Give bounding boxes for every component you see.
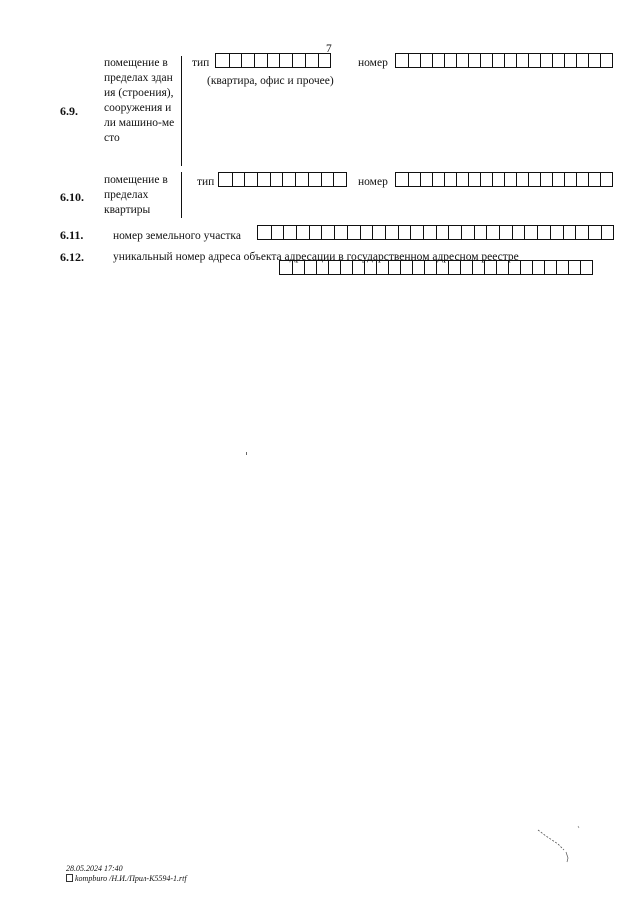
input-cell[interactable]: [292, 54, 305, 67]
document-icon: [66, 874, 73, 882]
row-6-10-number: 6.10.: [60, 190, 84, 204]
input-cell[interactable]: [308, 173, 321, 186]
input-cell[interactable]: [460, 261, 472, 274]
input-cell[interactable]: [552, 173, 564, 186]
input-cell[interactable]: [524, 226, 537, 239]
input-cell[interactable]: [600, 173, 612, 186]
input-cell[interactable]: [444, 54, 456, 67]
input-cell[interactable]: [352, 261, 364, 274]
input-cell[interactable]: [347, 226, 360, 239]
input-cell[interactable]: [279, 54, 292, 67]
input-cell[interactable]: [321, 226, 334, 239]
row-6-12-cells[interactable]: [279, 260, 593, 275]
footer-file: [66, 874, 187, 884]
input-cell[interactable]: [588, 226, 601, 239]
row-6-12-label: уникальный номер адреса объекта адресации в государственном адресном реестре: [113, 251, 519, 263]
input-cell[interactable]: [420, 54, 432, 67]
input-cell[interactable]: [496, 261, 508, 274]
input-cell[interactable]: [576, 54, 588, 67]
input-cell[interactable]: [328, 261, 340, 274]
scan-speck: [246, 452, 247, 455]
input-cell[interactable]: [232, 173, 245, 186]
row-6-10-type-label: тип: [197, 176, 215, 188]
input-cell[interactable]: [304, 261, 316, 274]
input-cell[interactable]: [436, 261, 448, 274]
input-cell[interactable]: [504, 173, 516, 186]
input-cell[interactable]: [271, 226, 284, 239]
input-cell[interactable]: [292, 261, 304, 274]
input-cell[interactable]: [468, 173, 480, 186]
input-cell[interactable]: [258, 226, 271, 239]
input-cell[interactable]: [563, 226, 576, 239]
input-cell[interactable]: [280, 261, 292, 274]
input-cell[interactable]: [257, 173, 270, 186]
input-cell[interactable]: [516, 54, 528, 67]
input-cell[interactable]: [456, 54, 468, 67]
row-6-9-number-cells[interactable]: [395, 53, 613, 68]
row-6-9-type-label: тип: [192, 57, 210, 69]
input-cell[interactable]: [456, 173, 468, 186]
input-cell[interactable]: [474, 226, 487, 239]
input-cell[interactable]: [580, 261, 592, 274]
input-cell[interactable]: [448, 261, 460, 274]
input-cell[interactable]: [385, 226, 398, 239]
input-cell[interactable]: [340, 261, 352, 274]
input-cell[interactable]: [423, 226, 436, 239]
input-cell[interactable]: [295, 173, 308, 186]
input-cell[interactable]: [267, 54, 280, 67]
input-cell[interactable]: [492, 54, 504, 67]
input-cell[interactable]: [410, 226, 423, 239]
input-cell[interactable]: [364, 261, 376, 274]
input-cell[interactable]: [516, 173, 528, 186]
row-6-9-number: 6.9.: [60, 104, 78, 118]
input-cell[interactable]: [480, 54, 492, 67]
input-cell[interactable]: [528, 173, 540, 186]
row-6-11-number: 6.11.: [60, 228, 84, 242]
input-cell[interactable]: [424, 261, 436, 274]
input-cell[interactable]: [588, 173, 600, 186]
input-cell[interactable]: [229, 54, 242, 67]
input-cell[interactable]: [556, 261, 568, 274]
row-6-9-type-hint: (квартира, офис и прочее): [207, 75, 334, 87]
input-cell[interactable]: [472, 261, 484, 274]
input-cell[interactable]: [388, 261, 400, 274]
input-cell[interactable]: [508, 261, 520, 274]
row-6-9-type-cells[interactable]: [215, 53, 331, 68]
input-cell[interactable]: [432, 173, 444, 186]
row-6-10-number-cells[interactable]: [395, 172, 613, 187]
input-cell[interactable]: [448, 226, 461, 239]
input-cell[interactable]: [244, 173, 257, 186]
input-cell[interactable]: [576, 173, 588, 186]
input-cell[interactable]: [537, 226, 550, 239]
input-cell[interactable]: [334, 226, 347, 239]
input-cell[interactable]: [512, 226, 525, 239]
input-cell[interactable]: [504, 54, 516, 67]
input-cell[interactable]: [486, 226, 499, 239]
input-cell[interactable]: [528, 54, 540, 67]
input-cell[interactable]: [318, 54, 331, 67]
input-cell[interactable]: [408, 54, 420, 67]
row-6-10-type-cells[interactable]: [218, 172, 347, 187]
input-cell[interactable]: [484, 261, 496, 274]
input-cell[interactable]: [436, 226, 449, 239]
input-cell[interactable]: [376, 261, 388, 274]
footer-file-text: kompburo /Н.И./Прил-К5594-1.rtf: [75, 874, 187, 883]
input-cell[interactable]: [400, 261, 412, 274]
row-6-10-number-label: номер: [358, 176, 388, 188]
input-cell[interactable]: [372, 226, 385, 239]
row-6-10-label: помещение в пределах квартиры: [104, 174, 168, 216]
input-cell[interactable]: [360, 226, 373, 239]
input-cell[interactable]: [552, 54, 564, 67]
input-cell[interactable]: [564, 54, 576, 67]
input-cell[interactable]: [321, 173, 334, 186]
input-cell[interactable]: [468, 54, 480, 67]
input-cell[interactable]: [540, 173, 552, 186]
input-cell[interactable]: [254, 54, 267, 67]
input-cell[interactable]: [396, 173, 408, 186]
input-cell[interactable]: [333, 173, 346, 186]
input-cell[interactable]: [544, 261, 556, 274]
input-cell[interactable]: [461, 226, 474, 239]
input-cell[interactable]: [568, 261, 580, 274]
page-number: 7: [326, 43, 332, 55]
input-cell[interactable]: [575, 226, 588, 239]
input-cell[interactable]: [316, 261, 328, 274]
row-6-10-divider: [181, 172, 182, 218]
row-6-12-number: 6.12.: [60, 250, 84, 264]
input-cell[interactable]: [396, 54, 408, 67]
input-cell[interactable]: [564, 173, 576, 186]
row-6-9-divider: [181, 56, 182, 166]
input-cell[interactable]: [412, 261, 424, 274]
input-cell[interactable]: [219, 173, 232, 186]
input-cell[interactable]: [499, 226, 512, 239]
input-cell[interactable]: [408, 173, 420, 186]
footer-datetime: 28.05.2024 17:40: [66, 864, 123, 873]
input-cell[interactable]: [550, 226, 563, 239]
input-cell[interactable]: [588, 54, 600, 67]
row-6-9-label: помещение в пределах здания (строения), сооружения или машино-место: [104, 57, 175, 144]
input-cell[interactable]: [492, 173, 504, 186]
input-cell[interactable]: [420, 173, 432, 186]
row-6-11-cells[interactable]: [257, 225, 614, 240]
input-cell[interactable]: [600, 54, 612, 67]
input-cell[interactable]: [305, 54, 318, 67]
input-cell[interactable]: [296, 226, 309, 239]
input-cell[interactable]: [601, 226, 614, 239]
row-6-11-label: номер земельного участка: [113, 230, 241, 242]
input-cell[interactable]: [532, 261, 544, 274]
input-cell[interactable]: [270, 173, 283, 186]
input-cell[interactable]: [283, 226, 296, 239]
input-cell[interactable]: [309, 226, 322, 239]
input-cell[interactable]: [432, 54, 444, 67]
row-6-9-number-label: номер: [358, 57, 388, 69]
input-cell[interactable]: [480, 173, 492, 186]
input-cell[interactable]: [398, 226, 411, 239]
input-cell[interactable]: [282, 173, 295, 186]
input-cell[interactable]: [540, 54, 552, 67]
input-cell[interactable]: [444, 173, 456, 186]
input-cell[interactable]: [241, 54, 254, 67]
scan-scribble-mark: [534, 822, 584, 867]
input-cell[interactable]: [520, 261, 532, 274]
input-cell[interactable]: [216, 54, 229, 67]
